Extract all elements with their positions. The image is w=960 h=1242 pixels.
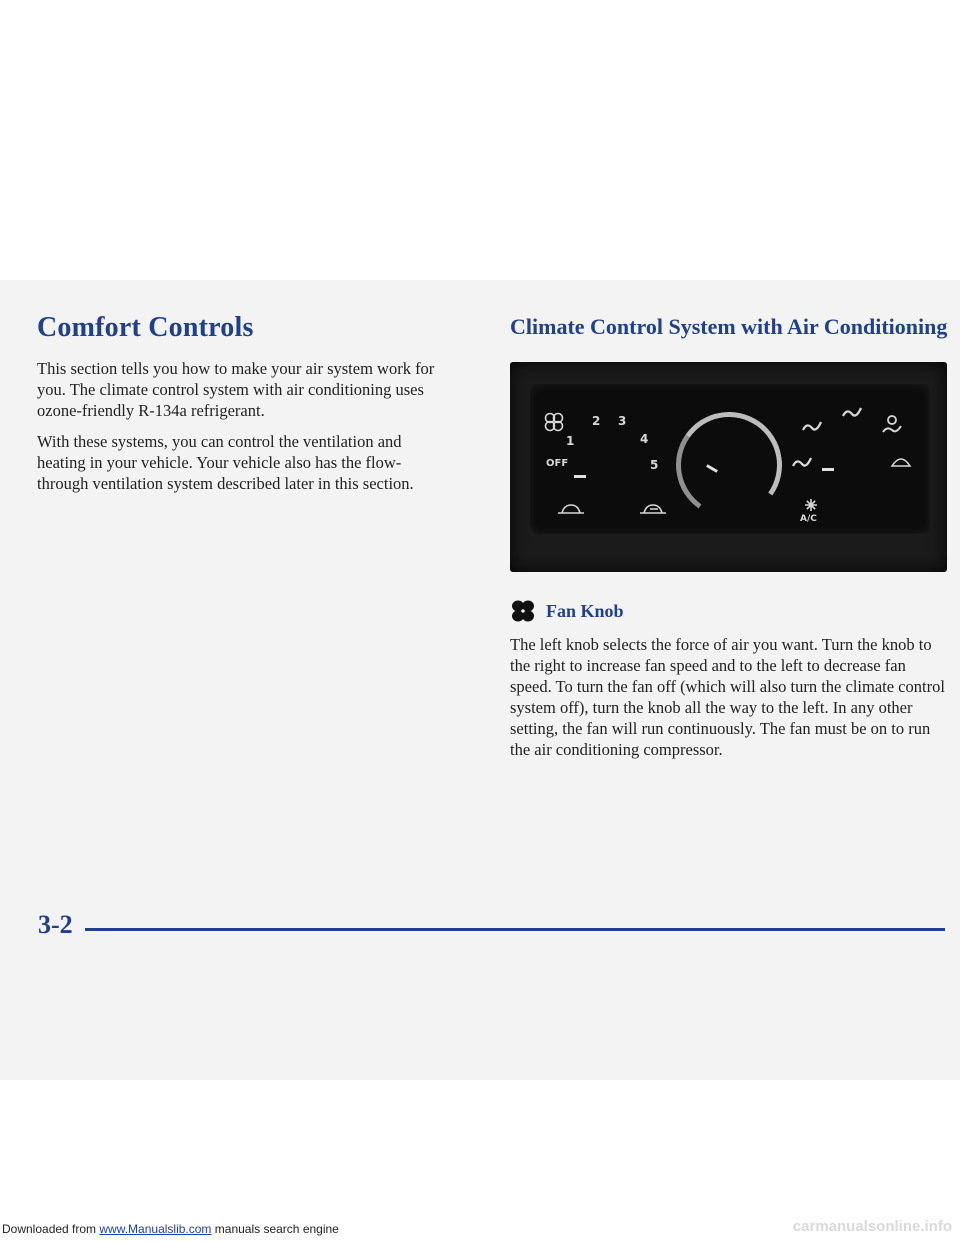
mode-knob-pointer bbox=[822, 468, 834, 471]
outside-air-button-icon bbox=[638, 502, 668, 516]
fan-knob-icon bbox=[510, 598, 536, 624]
download-note-suffix: manuals search engine bbox=[211, 1222, 339, 1236]
snowflake-icon bbox=[804, 498, 818, 512]
fan-knob-heading bbox=[510, 598, 950, 624]
bi-level-mode-icon bbox=[840, 404, 864, 422]
fan-knob-paragraph: The left knob selects the force of air you want. Turn the knob to the right to increase fan speed and to the left to decrease fan speed. To turn the fan off (which will also turn the climate control system off), turn the knob all the way to the left. In any other setting, the fan will run continuously. The fan must be on to run the air conditioning compressor. bbox=[510, 635, 945, 759]
watermark: carmanualsonline.info bbox=[792, 1218, 952, 1235]
download-note bbox=[2, 1222, 339, 1236]
floor-mode-icon bbox=[790, 454, 814, 472]
ac-button-label: A/C bbox=[800, 514, 817, 524]
intro-paragraph: This section tells you how to make your air system work for you. The climate control system with air conditioning uses ozone-friendly R-134a refrigerant. bbox=[37, 359, 435, 420]
fan-icon bbox=[544, 412, 564, 432]
fan-off-label: OFF bbox=[546, 458, 569, 469]
left-column bbox=[37, 312, 447, 504]
fan-knob-title: Fan Knob bbox=[546, 600, 624, 621]
footer-rule bbox=[85, 928, 945, 931]
section-title: Comfort Controls bbox=[37, 312, 254, 343]
defrost-mode-icon bbox=[890, 454, 912, 468]
floor-defrost-mode-icon bbox=[880, 414, 904, 436]
manualslib-link[interactable]: www.Manualslib.com bbox=[99, 1222, 212, 1236]
page-number: 3-2 bbox=[38, 910, 73, 939]
systems-paragraph: With these systems, you can control the ventilation and heating in your vehicle. Your vehicle also has the flow-through ventilation system described later in this section. bbox=[37, 432, 414, 493]
fan-speed-4-label: 4 bbox=[640, 432, 649, 446]
vent-mode-icon bbox=[800, 418, 824, 436]
download-note-prefix: Downloaded from bbox=[2, 1222, 100, 1236]
fan-knob-pointer bbox=[574, 475, 586, 478]
right-column bbox=[510, 314, 950, 770]
recirculation-button-icon bbox=[556, 502, 586, 516]
fan-speed-5-label: 5 bbox=[650, 458, 659, 472]
fan-speed-2-label: 2 bbox=[592, 414, 601, 428]
fan-speed-1-label: 1 bbox=[566, 434, 575, 448]
climate-control-title: Climate Control System with Air Conditioning bbox=[510, 314, 948, 339]
climate-control-panel-image bbox=[510, 362, 947, 572]
fan-speed-3-label: 3 bbox=[618, 414, 627, 428]
